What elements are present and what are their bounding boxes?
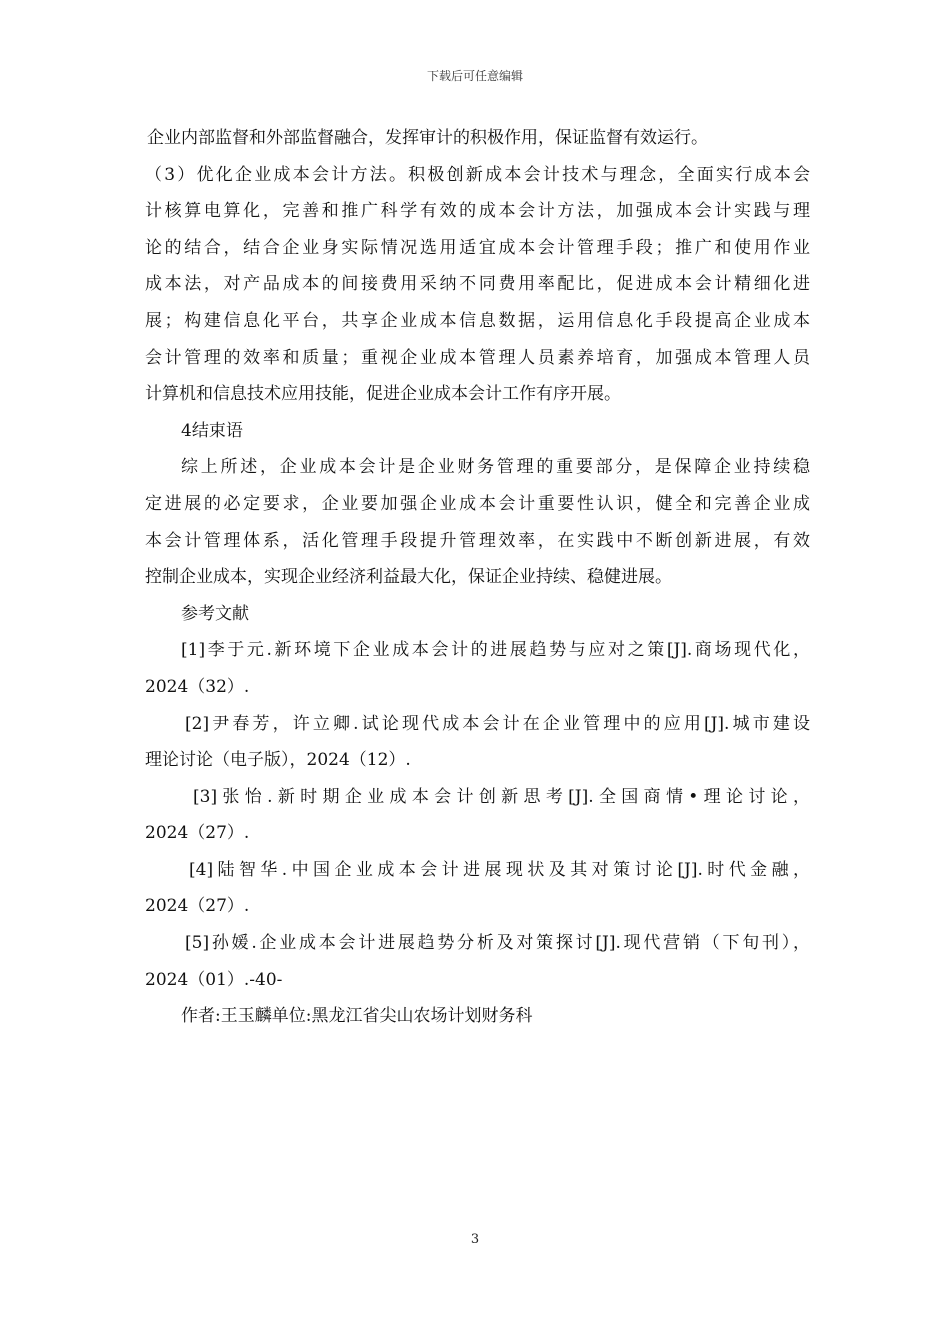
- reference-line: 2024（27）.: [145, 896, 250, 917]
- reference-line: [3]张怡.新时期企业成本会计创新思考[J].全国商情•理论讨论，: [193, 786, 810, 807]
- page-header: 下载后可任意编辑: [426, 69, 523, 83]
- paragraph-line: 本会计管理体系，活化管理手段提升管理效率，在实践中不断创新进展，有效: [145, 530, 810, 551]
- reference-line: [5]孙媛.企业成本会计进展趋势分析及对策探讨[J].现代营销（下旬刊），: [185, 933, 810, 954]
- paragraph-line: 成本法，对产品成本的间接费用采纳不同费用率配比，促进成本会计精细化进: [145, 274, 810, 295]
- section-heading: 4结束语: [181, 420, 243, 441]
- reference-line: [4]陆智华.中国企业成本会计进展现状及其对策讨论[J].时代金融，: [189, 859, 810, 880]
- paragraph-line: 企业内部监督和外部监督融合，发挥审计的积极作用，保证监督有效运行。: [147, 128, 708, 148]
- references-heading: 参考文献: [181, 603, 249, 624]
- reference-line: 理论讨论（电子版），2024（12）.: [145, 750, 411, 771]
- paragraph-line: 论的结合，结合企业身实际情况选用适宜成本会计管理手段；推广和使用作业: [145, 237, 810, 258]
- reference-line: 2024（01）.-40-: [145, 969, 283, 990]
- paragraph-line: 定进展的必定要求，企业要加强企业成本会计重要性认识，健全和完善企业成: [145, 493, 810, 514]
- page-number: 3: [470, 1232, 480, 1247]
- author-line: 作者:王玉麟单位:黑龙江省尖山农场计划财务科: [181, 1006, 533, 1027]
- paragraph-line: 控制企业成本，实现企业经济利益最大化，保证企业持续、稳健进展。: [145, 567, 672, 588]
- reference-line: [1]李于元.新环境下企业成本会计的进展趋势与应对之策[J].商场现代化，: [181, 640, 810, 661]
- paragraph-line: 计核算电算化，完善和推广科学有效的成本会计方法，加强成本会计实践与理: [145, 201, 810, 222]
- paragraph-line: 会计管理的效率和质量；重视企业成本管理人员素养培育，加强成本管理人员: [145, 347, 810, 368]
- paragraph-line: 计算机和信息技术应用技能，促进企业成本会计工作有序开展。: [145, 384, 621, 405]
- paragraph-line: 展；构建信息化平台，共享企业成本信息数据，运用信息化手段提高企业成本: [145, 310, 810, 331]
- document-body: [145, 120, 810, 1035]
- reference-line: 2024（27）.: [145, 823, 250, 844]
- paragraph-line: 综上所述，企业成本会计是企业财务管理的重要部分，是保障企业持续稳: [181, 457, 810, 478]
- reference-line: [2]尹春芳，许立卿.试论现代成本会计在企业管理中的应用[J].城市建设: [185, 713, 810, 734]
- reference-line: 2024（32）.: [145, 676, 250, 697]
- paragraph-line: （3）优化企业成本会计方法。积极创新成本会计技术与理念，全面实行成本会: [145, 164, 810, 185]
